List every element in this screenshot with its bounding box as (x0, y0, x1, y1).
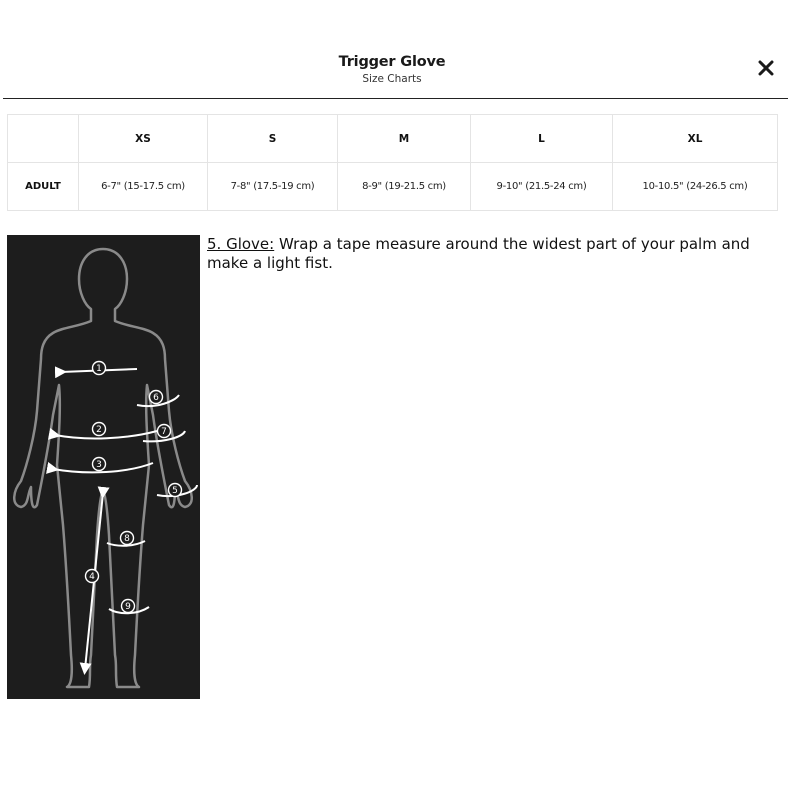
marker-9-icon (122, 600, 135, 613)
svg-text:3: 3 (96, 460, 102, 470)
size-cell-s: 7-8" (17.5-19 cm) (208, 163, 338, 211)
size-cell-m: 8-9" (19-21.5 cm) (338, 163, 471, 211)
column-header-empty (8, 115, 79, 163)
page-subtitle: Size Charts (362, 73, 422, 85)
svg-text:4: 4 (89, 572, 95, 582)
header-divider (3, 98, 788, 99)
marker-8-icon (121, 532, 134, 545)
svg-text:5: 5 (172, 486, 178, 496)
instruction-text: Wrap a tape measure around the widest part of your palm and make a light fist. (207, 235, 750, 272)
instruction-label: 5. Glove: (207, 235, 275, 253)
marker-6-icon (150, 391, 163, 404)
size-cell-xl: 10-10.5" (24-26.5 cm) (613, 163, 778, 211)
page-title: Trigger Glove (338, 54, 446, 70)
column-header-m: M (338, 115, 471, 163)
modal-header (0, 0, 800, 98)
svg-text:1: 1 (96, 364, 102, 374)
close-icon (755, 57, 777, 79)
svg-text:9: 9 (125, 602, 131, 612)
column-header-xl: XL (613, 115, 778, 163)
table-row (8, 163, 778, 211)
column-header-s: S (208, 115, 338, 163)
svg-text:6: 6 (153, 393, 159, 403)
column-header-xs: XS (79, 115, 208, 163)
table-header-row (8, 115, 778, 163)
marker-1-icon (93, 362, 106, 375)
glove-measure-instruction (207, 235, 787, 273)
marker-2-icon (93, 423, 106, 436)
close-button[interactable] (755, 57, 777, 79)
size-chart-table (7, 114, 778, 211)
row-label-adult: ADULT (8, 163, 79, 211)
svg-text:7: 7 (161, 427, 167, 437)
column-header-l: L (471, 115, 613, 163)
body-figure-illustration (7, 235, 200, 699)
body-measurement-diagram (7, 235, 200, 699)
svg-text:8: 8 (124, 534, 130, 544)
svg-text:2: 2 (96, 425, 102, 435)
marker-7-icon (158, 425, 171, 438)
marker-4-icon (86, 570, 99, 583)
size-cell-xs: 6-7" (15-17.5 cm) (79, 163, 208, 211)
size-cell-l: 9-10" (21.5-24 cm) (471, 163, 613, 211)
marker-5-icon (169, 484, 182, 497)
marker-3-icon (93, 458, 106, 471)
